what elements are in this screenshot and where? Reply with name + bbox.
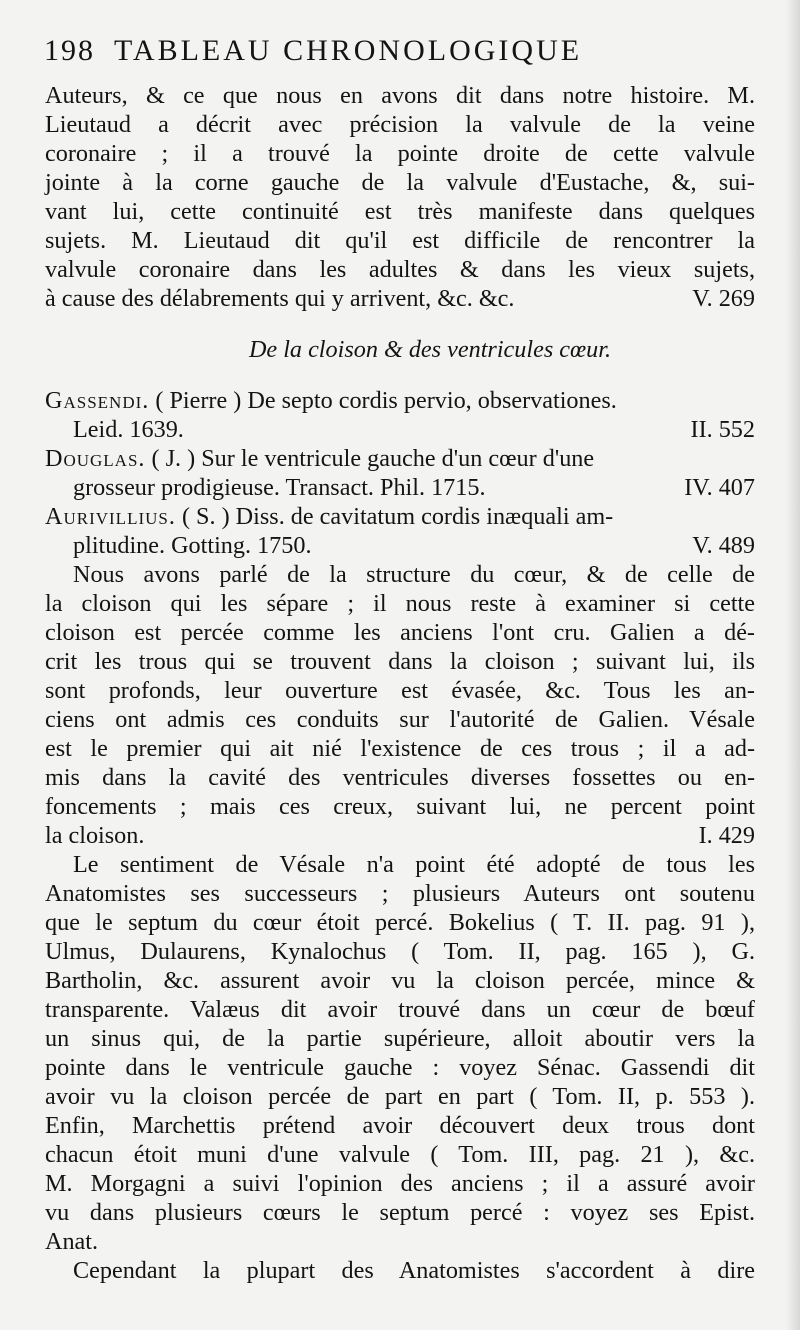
text-line: Lieutaud a décrit avec précision la valvule de la veine xyxy=(45,111,755,138)
text-line: vu dans plusieurs cœurs le septum percé : voyez ses Epist. xyxy=(45,1199,755,1226)
text-line: Enfin, Marchettis prétend avoir découvert deux trous dont xyxy=(45,1112,755,1139)
entry-author: Aurivillius. xyxy=(45,503,176,530)
paragraph-4 xyxy=(45,1256,755,1285)
text-line: Anat. xyxy=(45,1228,99,1255)
text-line: ciens ont admis ces conduits sur l'autorité de Galien. Vésale xyxy=(45,706,755,733)
text-line: Le sentiment de Vésale n'a point été adopté de tous les xyxy=(73,851,755,878)
entry-title: ( S. ) Diss. de cavitatum cordis inæquali am- xyxy=(175,503,614,530)
text-line xyxy=(45,284,755,313)
text-line: crit les trous qui se trouvent dans la cloison ; suivant lui, ils xyxy=(45,648,755,675)
text-line: chacun étoit muni d'une valvule ( Tom. III, pag. 21 ), &c. xyxy=(45,1141,755,1168)
text-line: vant lui, cette continuité est très manifeste dans quelques xyxy=(45,198,755,225)
text-line: transparente. Valæus dit avoir trouvé dans un cœur de bœuf xyxy=(45,996,755,1023)
entry-source: Leid. 1639. xyxy=(73,416,184,443)
entry-title: ( J. ) Sur le ventricule gauche d'un cœur d'une xyxy=(145,445,595,472)
bibliography-entry xyxy=(45,502,755,560)
page-header xyxy=(44,34,654,74)
text-line: avoir vu la cloison percée de part en part ( Tom. II, p. 553 ). xyxy=(45,1083,755,1110)
volume-reference: II. 552 xyxy=(690,416,755,443)
entry-title: ( Pierre ) De septo cordis pervio, observationes. xyxy=(149,387,617,414)
running-title: TABLEAU CHRONOLOGIQUE xyxy=(114,34,583,67)
entry-source: grosseur prodigieuse. Transact. Phil. 1715. xyxy=(73,474,486,501)
paragraph-3 xyxy=(45,850,755,1256)
page-edge-shadow xyxy=(786,0,800,1330)
text-line: mis dans la cavité des ventricules diverses fossettes ou en- xyxy=(45,764,755,791)
text-line: sujets. M. Lieutaud dit qu'il est difficile de rencontrer la xyxy=(45,227,755,254)
text-line: foncements ; mais ces creux, suivant lui, ne percent point xyxy=(45,793,755,820)
text-line xyxy=(45,821,755,850)
text-line: coronaire ; il a trouvé la pointe droite de cette valvule xyxy=(45,140,755,167)
text-line: un sinus qui, de la partie supérieure, alloit aboutir vers la xyxy=(45,1025,755,1052)
section-heading: De la cloison & des ventricules cœur. xyxy=(248,336,612,363)
text-line: Nous avons parlé de la structure du cœur, & de celle de xyxy=(73,561,755,588)
volume-reference: V. 489 xyxy=(692,532,755,559)
text-line: jointe à la corne gauche de la valvule d'Eustache, &, sui- xyxy=(45,169,755,196)
text-line: sont profonds, leur ouverture est évasée, &c. Tous les an- xyxy=(45,677,755,704)
line-text: à cause des délabrements qui y arrivent, &c. &c. xyxy=(45,285,515,312)
text-line: que le septum du cœur étoit percé. Bokelius ( T. II. pag. 91 ), xyxy=(45,909,755,936)
text-line: M. Morgagni a suivi l'opinion des anciens ; il a assuré avoir xyxy=(45,1170,755,1197)
page-body xyxy=(45,81,755,1285)
text-line: cloison est percée comme les anciens l'ont cru. Galien a dé- xyxy=(45,619,755,646)
text-line: la cloison qui les sépare ; il nous reste à examiner si cette xyxy=(45,590,755,617)
text-line: valvule coronaire dans les adultes & dans les vieux sujets, xyxy=(45,256,755,283)
volume-reference: IV. 407 xyxy=(684,474,755,501)
entry-source: plitudine. Gotting. 1750. xyxy=(73,532,312,559)
text-line: pointe dans le ventricule gauche : voyez Sénac. Gassendi dit xyxy=(45,1054,755,1081)
bibliography-entry xyxy=(45,444,755,502)
paragraph-2 xyxy=(45,560,755,850)
bibliography-entry xyxy=(45,386,755,444)
line-text: la cloison. xyxy=(45,822,145,849)
text-line: est le premier qui ait nié l'existence de ces trous ; il a ad- xyxy=(45,735,755,762)
text-line: Cependant la plupart des Anatomistes s'accordent à dire xyxy=(73,1257,755,1284)
entry-author: Gassendi. xyxy=(45,387,150,414)
text-line: Bartholin, &c. assurent avoir vu la cloison percée, mince & xyxy=(45,967,755,994)
bibliography-list xyxy=(45,386,755,560)
volume-reference: I. 429 xyxy=(698,822,755,849)
text-line: Auteurs, & ce que nous en avons dit dans notre histoire. M. xyxy=(45,82,755,109)
page-number: 198 xyxy=(44,34,95,67)
text-line: Anatomistes ses successeurs ; plusieurs Auteurs ont soutenu xyxy=(45,880,755,907)
text-line: Ulmus, Dulaurens, Kynalochus ( Tom. II, pag. 165 ), G. xyxy=(45,938,755,965)
paragraph-1 xyxy=(45,81,755,313)
volume-reference: V. 269 xyxy=(692,285,755,312)
entry-author: Douglas. xyxy=(45,445,146,472)
